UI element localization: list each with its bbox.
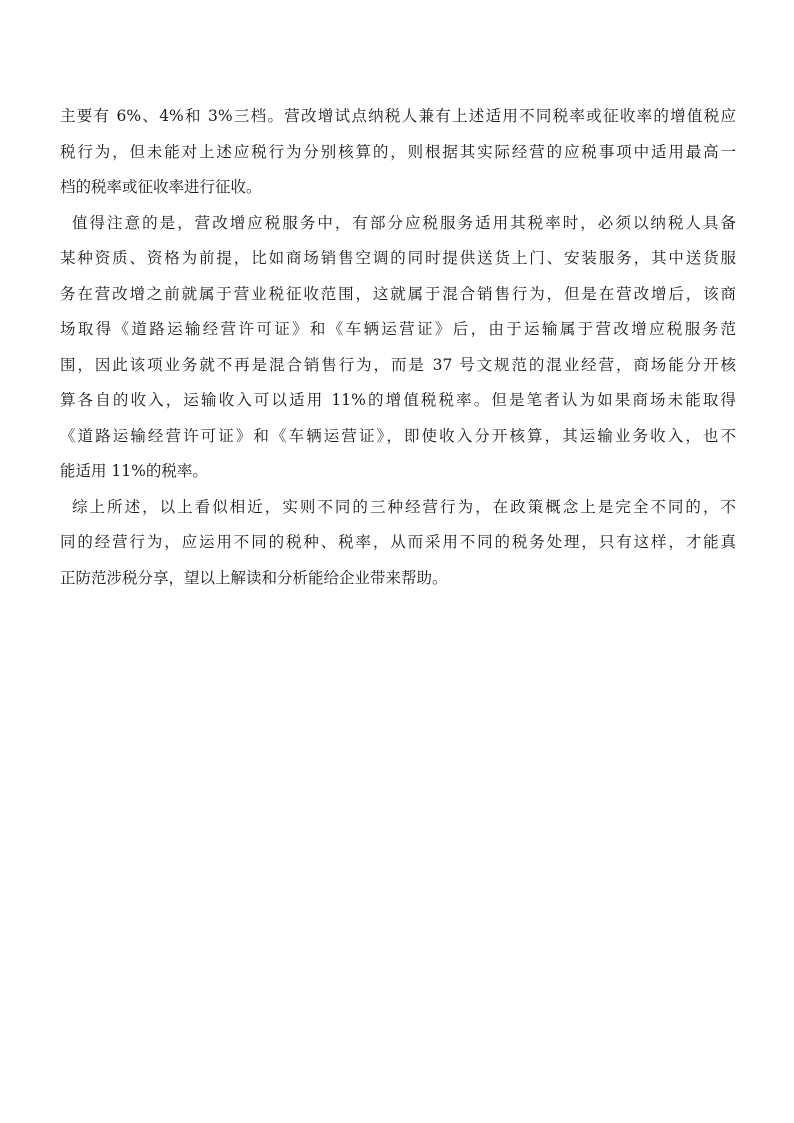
paragraph-notable-points (60, 206, 736, 490)
text-line: 算各自的收入，运输收入可以适用 11%的增值税税率。但是笔者认为如果商场未能取得 (60, 391, 736, 409)
text-line: 值得注意的是，营改增应税服务中，有部分应税服务适用其税率时，必须以纳税人具备 (72, 213, 736, 232)
text-line: 主要有 6%、4%和 3%三档。营改增试点纳税人兼有上述适用不同税率或征收率的增值税应 (60, 107, 736, 125)
text-line: 务在营改增之前就属于营业税征收范围，这就属于混合销售行为，但是在营改增后，该商 (60, 284, 736, 303)
text-line: 场取得《道路运输经营许可证》和《车辆运营证》后，由于运输属于营改增应税服务范 (60, 320, 736, 338)
text-line: 某种资质、资格为前提，比如商场销售空调的同时提供送货上门、安装服务，其中送货服 (60, 249, 736, 267)
paragraph-tiered-rates (60, 99, 736, 206)
text-line: 围，因此该项业务就不再是混合销售行为，而是 37 号文规范的混业经营，商场能分开核 (60, 355, 736, 374)
paragraph-conclusion (60, 490, 736, 597)
text-line: 综上所述，以上看似相近，实则不同的三种经营行为，在政策概念上是完全不同的，不 (72, 497, 736, 516)
document-body (60, 99, 736, 596)
text-line: 正防范涉税分享，望以上解读和分析能给企业带来帮助。 (60, 568, 448, 587)
text-line: 能适用 11%的税率。 (60, 462, 208, 480)
text-line: 税行为，但未能对上述应税行为分别核算的，则根据其实际经营的应税事项中适用最高一 (60, 142, 736, 161)
text-line: 档的税率或征收率进行征收。 (60, 178, 262, 196)
text-line: 同的经营行为，应运用不同的税种、税率，从而采用不同的税务处理，只有这样，才能真 (60, 533, 736, 551)
text-line: 《道路运输经营许可证》和《车辆运营证》，即使收入分开核算，其运输业务收入，也不 (60, 426, 736, 445)
